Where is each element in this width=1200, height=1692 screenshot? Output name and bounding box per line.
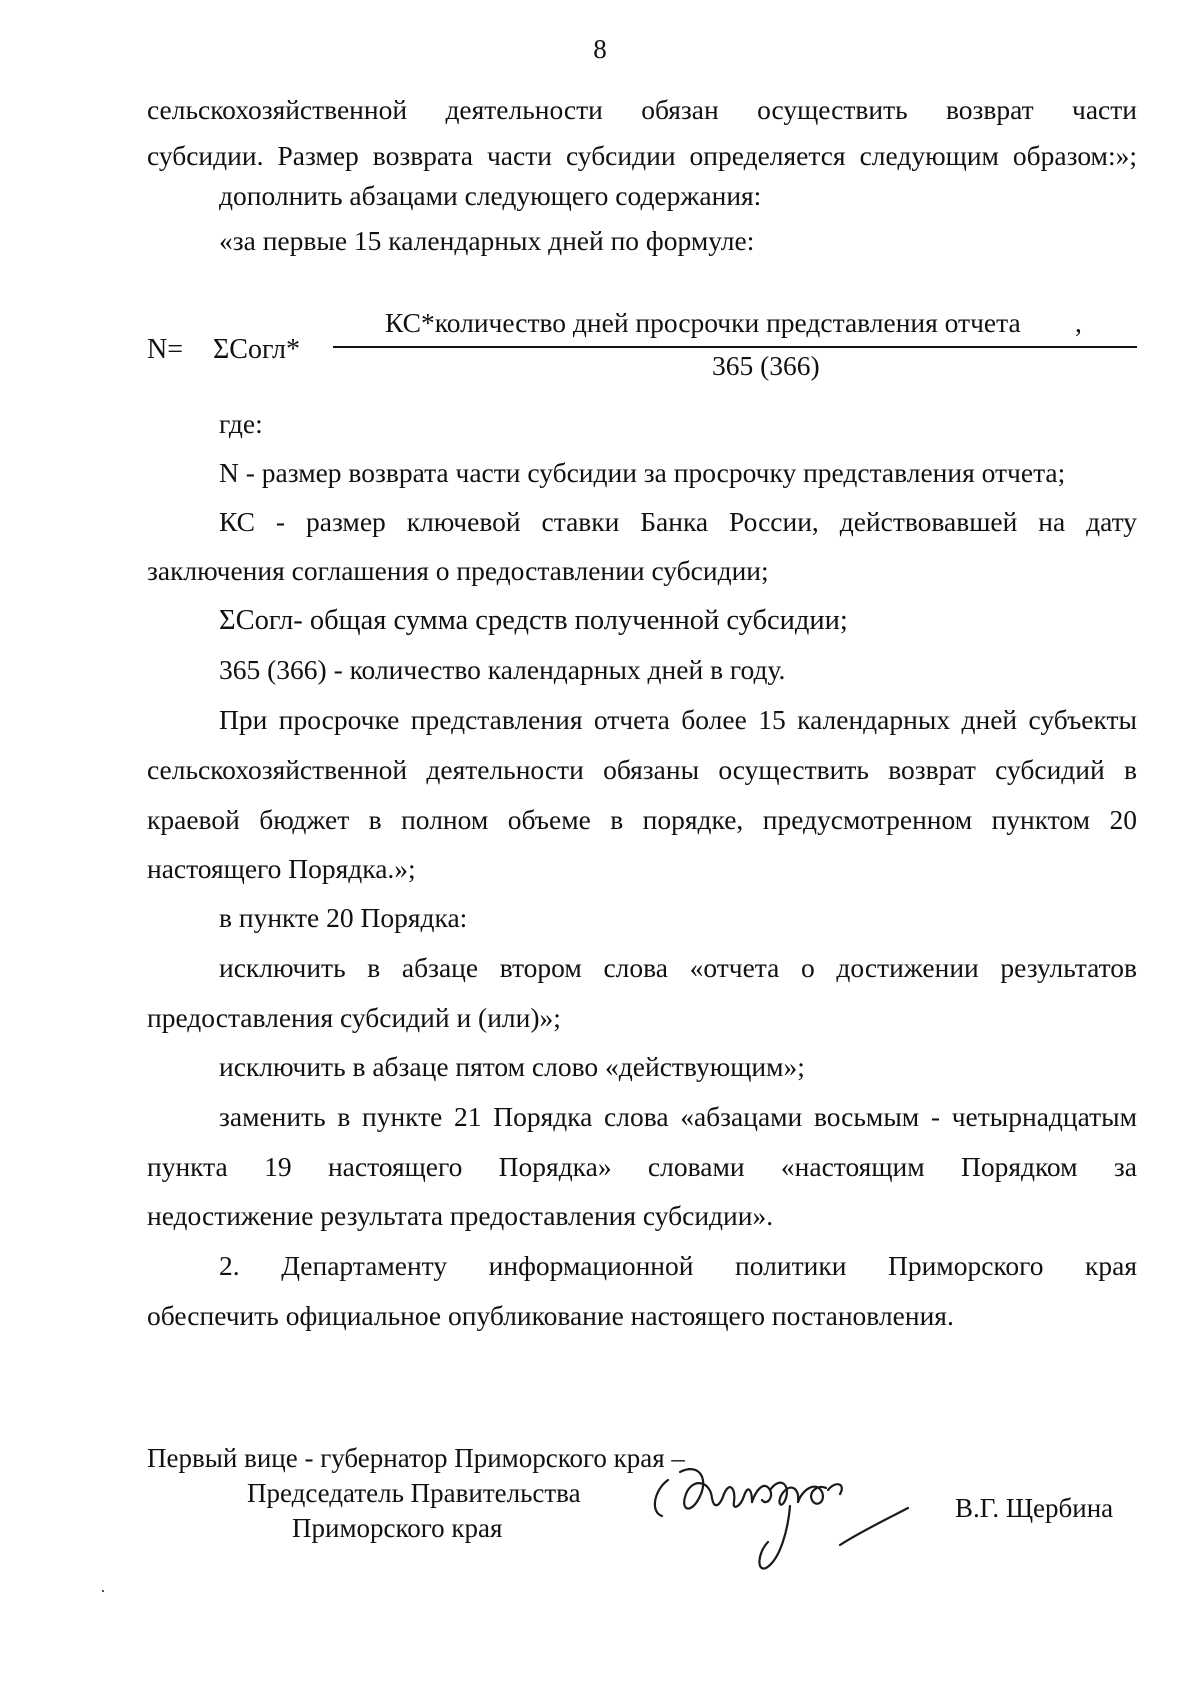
intro-line-4: «за первые 15 календарных дней по формуле: — [219, 225, 755, 256]
paragraph-5-line-2: пункта 19 настоящего Порядка» словами «настоящим Порядком за — [147, 1151, 1137, 1182]
paragraph-6-line-1: 2. Департаменту информационной политики Приморского края — [219, 1250, 1137, 1281]
intro-line-1: сельскохозяйственной деятельности обязан осуществить возврат части — [147, 94, 1137, 125]
intro-line-3: дополнить абзацами следующего содержания: — [219, 180, 762, 211]
paragraph-5-line-1: заменить в пункте 21 Порядка слова «абзацами восьмым - четырнадцатым — [219, 1101, 1137, 1132]
definition-n: N - размер возврата части субсидии за просрочку представления отчета; — [219, 457, 1066, 488]
definition-ks-line-2: заключения соглашения о предоставлении субсидии; — [147, 555, 769, 586]
paragraph-3-line-2: предоставления субсидий и (или)»; — [147, 1002, 561, 1033]
definition-sum: ΣСогл- общая сумма средств полученной субсидии; — [219, 605, 848, 636]
signatory-name: В.Г. Щербина — [955, 1493, 1114, 1523]
paragraph-1-line-4: настоящего Порядка.»; — [147, 853, 416, 884]
page-number: 8 — [593, 34, 607, 64]
paragraph-2: в пункте 20 Порядка: — [219, 902, 468, 933]
formula-denominator: 365 (366) — [712, 350, 820, 381]
paragraph-1-line-3: краевой бюджет в полном объеме в порядке, предусмотренном пунктом 20 — [147, 804, 1137, 835]
signatory-title-line-3: Приморского края — [292, 1513, 503, 1543]
definitions-where: где: — [219, 408, 263, 439]
paragraph-1-line-1: При просрочке представления отчета более 15 календарных дней субъекты — [219, 704, 1137, 735]
handwritten-signature — [640, 1450, 940, 1580]
paragraph-3-line-1: исключить в абзаце втором слова «отчета о достижении результатов — [219, 952, 1137, 983]
paragraph-5-line-3: недостижение результата предоставления субсидии». — [147, 1200, 774, 1231]
signatory-title-line-1: Первый вице - губернатор Приморского края – — [147, 1443, 685, 1473]
formula-numerator: КС*количество дней просрочки представления отчета — [385, 307, 1021, 338]
definition-days: 365 (366) - количество календарных дней в году. — [219, 654, 786, 685]
formula-factor: ΣСогл* — [213, 334, 301, 365]
paragraph-4: исключить в абзаце пятом слово «действующим»; — [219, 1051, 805, 1082]
paragraph-6-line-2: обеспечить официальное опубликование настоящего постановления. — [147, 1300, 954, 1331]
paragraph-1-line-2: сельскохозяйственной деятельности обязаны осуществить возврат субсидий в — [147, 754, 1137, 785]
scan-speck — [102, 1590, 104, 1592]
definition-ks-line-1: КС - размер ключевой ставки Банка России, действовавшей на дату — [219, 506, 1137, 537]
formula-comma: , — [1075, 307, 1082, 338]
formula-lhs: N= — [147, 334, 184, 365]
signatory-title-line-2: Председатель Правительства — [247, 1478, 581, 1508]
intro-line-2: субсидии. Размер возврата части субсидии определяется следующим образом:»; — [147, 140, 1137, 171]
